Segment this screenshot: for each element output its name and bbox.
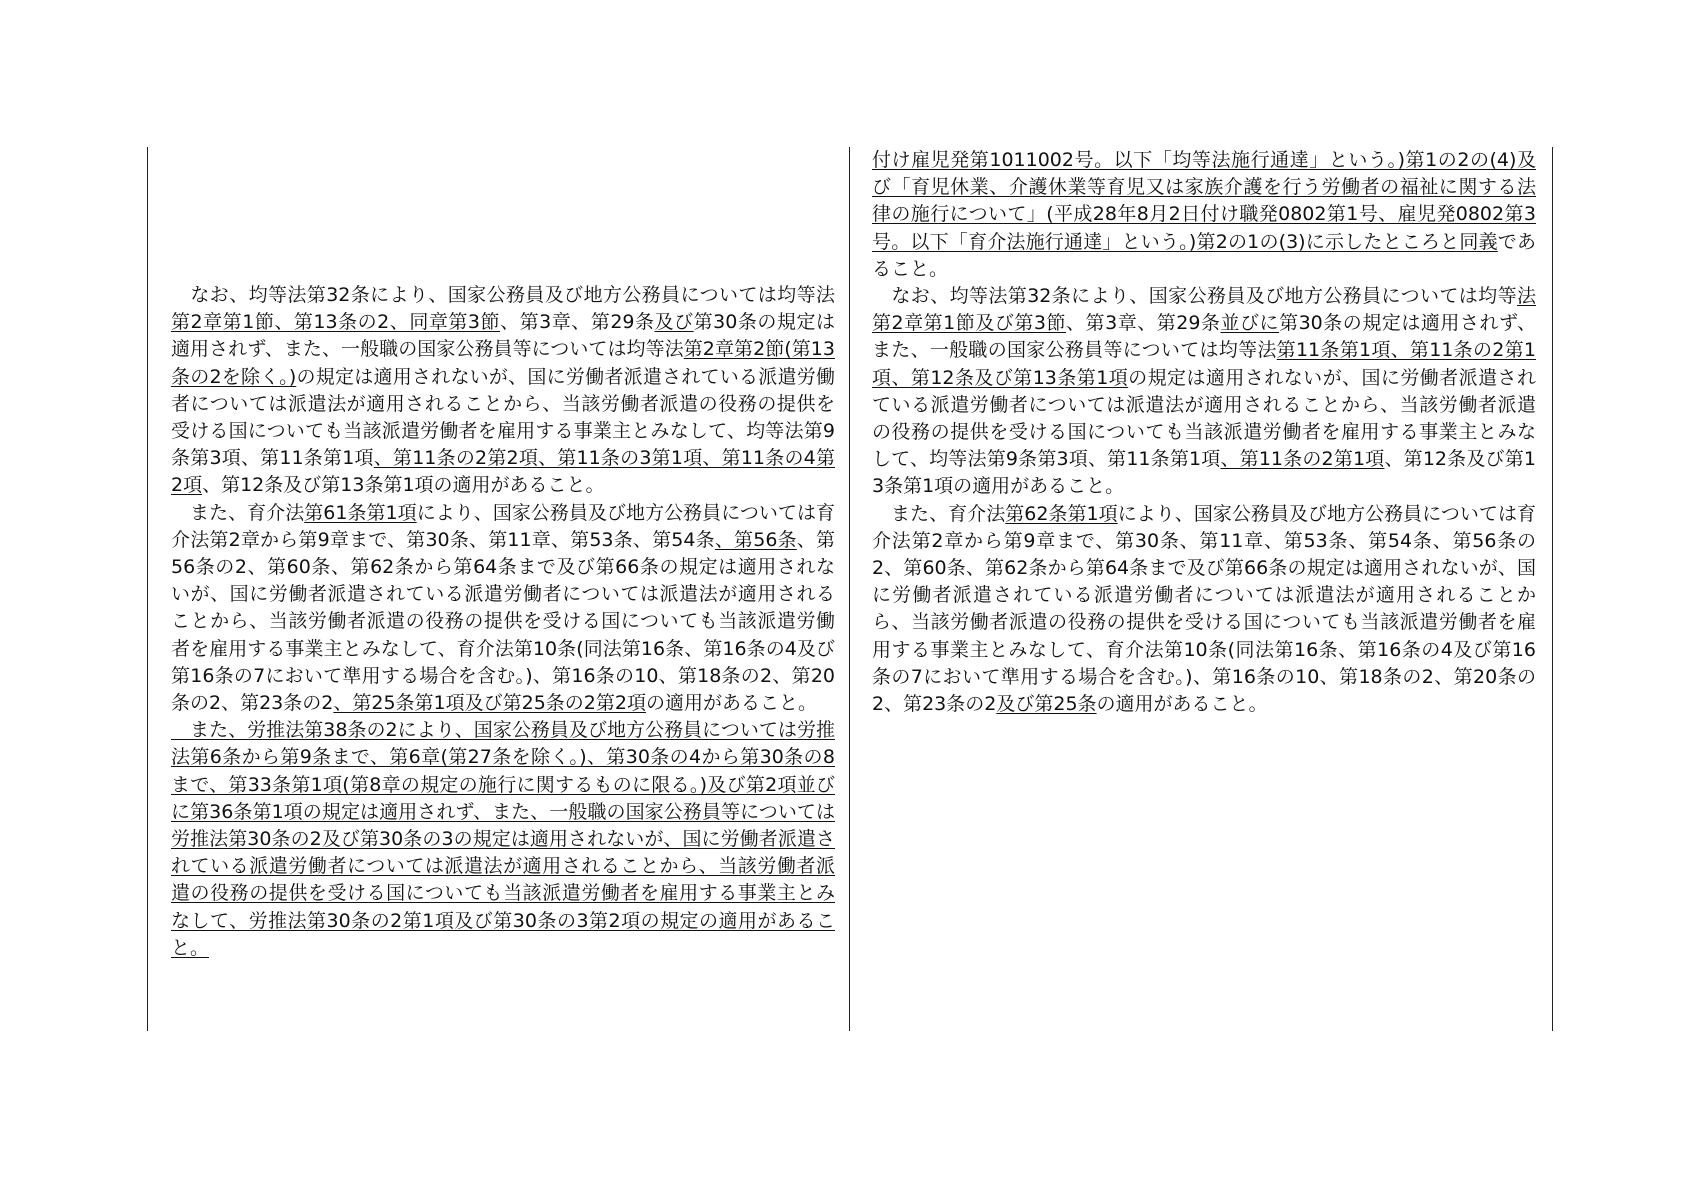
text-run: の規定は適用されないが、国に労働者派遣されている派遣労働者については派遣法が適用されることから、当該労働者派遣の役務の提供を受ける国についても当該派遣労働者を雇用する事業主とみなして、均等法第9条第3項、第11条第1項	[872, 366, 1536, 471]
text-run: 第30条の規定は適用されず、また、一般職の国家公務員等については均等法	[171, 311, 835, 361]
right-paragraph-childcare-leave	[872, 501, 1536, 719]
text-run: また、育介法	[872, 502, 1006, 525]
underlined-amendment: 並びに	[1220, 312, 1280, 335]
text-run: なお、均等法第32条により、国家公務員及び地方公務員については均等	[872, 285, 1517, 308]
left-paragraph-childcare-leave	[171, 500, 835, 718]
right-paragraph-equal-employment	[872, 283, 1536, 501]
left-paragraph-equal-employment	[171, 282, 835, 500]
right-paragraph-circular-reference	[872, 147, 1536, 283]
text-run: なお、均等法第32条により、国家公務員及び地方公務員については均等法	[171, 284, 835, 306]
underlined-amendment: 第61条第1項	[304, 501, 417, 524]
underlined-amendment: 法第2章第1節及び第3節	[872, 285, 1536, 335]
left-column-revised-text	[171, 282, 835, 962]
underlined-amendment: 第62条第1項	[1005, 502, 1118, 525]
right-border-line	[1552, 147, 1553, 1031]
center-divider-line	[849, 147, 850, 1031]
right-column-current-text	[872, 147, 1536, 718]
text-run: により、国家公務員及び地方公務員については育介法第2章から第9章まで、第30条、第11章、第53条、第54条	[171, 501, 836, 551]
text-run: 、第3章、第29条	[500, 311, 655, 334]
underlined-amendment: 、第25条第1項及び第25条の2第2項	[333, 692, 646, 715]
text-run: の規定は適用されないが、国に労働者派遣されている派遣労働者については派遣法が適用されることから、当該労働者派遣の役務の提供を受ける国についても当該派遣労働者を雇用する事業主とみなして、均等法第9条第3項、第11条第1項	[171, 365, 835, 470]
text-run: の適用があること。	[645, 692, 817, 715]
text-run: 、第3章、第29条	[1066, 312, 1221, 335]
underlined-amendment: 、第11条の2第1項	[1220, 448, 1385, 471]
underlined-amendment: 、第56条	[714, 528, 797, 551]
text-run: 、第12条及び第13条第1項の適用があること。	[202, 474, 605, 497]
underlined-amendment: 第2章第2節(第13条の2を除く。)	[171, 338, 835, 388]
text-run: 第30条の規定は適用されず、また、一般職の国家公務員等については均等法	[872, 312, 1536, 362]
underlined-amendment: 及び	[654, 311, 694, 334]
text-run: により、国家公務員及び地方公務員については育介法第2章から第9章まで、第30条、第11章、第53条、第54条、第56条の2、第60条、第62条から第64条まで及び第66条の規定は適用されないが、国に労働者派遣されている派遣労働者については派遣法が適用されることから、当該労働者派遣の役務の提供を受ける国についても当該派遣労働者を雇用する事業主とみなして、育介法第10条(同法第16条、第16条の4及び第16条の7において準用する場合を含む。)、第16条の10、第18条の2、第20条の2、第23条の2	[872, 502, 1537, 716]
text-run: また、育介法	[171, 501, 305, 524]
text-run: であること。	[872, 230, 1536, 280]
underlined-amendment: 付け雇児発第1011002号。以下「均等法施行通達」という。)第1の2の(4)及び「育児休業、介護休業等育児又は家族介護を行う労働者の福祉に関する法律の施行について」(平成28年8月2日付け職発0802第1号、雇児発0802第3号。以下「育介法施行通達」という。)第2の1の(3)に示したところと同義	[872, 149, 1536, 253]
underlined-amendment: 第2章第1節、第13条の2、同章第3節	[171, 311, 501, 334]
underlined-amendment: 、第11条の2第2項、第11条の3第1項、第11条の4第2項	[171, 447, 835, 497]
left-paragraph-labor-policy	[171, 717, 835, 962]
text-run: 、第12条及び第13条第1項の適用があること。	[872, 448, 1536, 498]
text-run: の適用があること。	[1096, 693, 1268, 716]
underlined-amendment: また、労推法第38条の2により、国家公務員及び地方公務員については労推法第6条から第9条まで、第6章(第27条を除く。)、第30条の4から第30条の8まで、第33条第1項(第8章の規定の施行に関するものに限る。)及び第2項並びに第36条第1項の規定は適用されず、また、一般職の国家公務員等については労推法第30条の2及び第30条の3の規定は適用されないが、国に労働者派遣されている派遣労働者については派遣法が適用されることから、当該労働者派遣の役務の提供を受ける国についても当該派遣労働者を雇用する事業主とみなして、労推法第30条の2第1項及び第30条の3第2項の規定の適用があること。	[171, 719, 835, 959]
underlined-amendment: 及び第25条	[996, 693, 1097, 716]
underlined-amendment: 第11条第1項、第11条の2第1項、第12条及び第13条第1項	[872, 339, 1537, 389]
text-run: 、第56条の2、第60条、第62条から第64条まで及び第66条の規定は適用されないが、国に労働者派遣されている派遣労働者については派遣法が適用されることから、当該労働者派遣の役務の提供を受ける国についても当該派遣労働者を雇用する事業主とみなして、育介法第10条(同法第16条、第16条の4及び第16条の7において準用する場合を含む。)、第16条の10、第18条の2、第20条の2、第23条の2	[171, 528, 835, 715]
left-border-line	[147, 147, 148, 1031]
